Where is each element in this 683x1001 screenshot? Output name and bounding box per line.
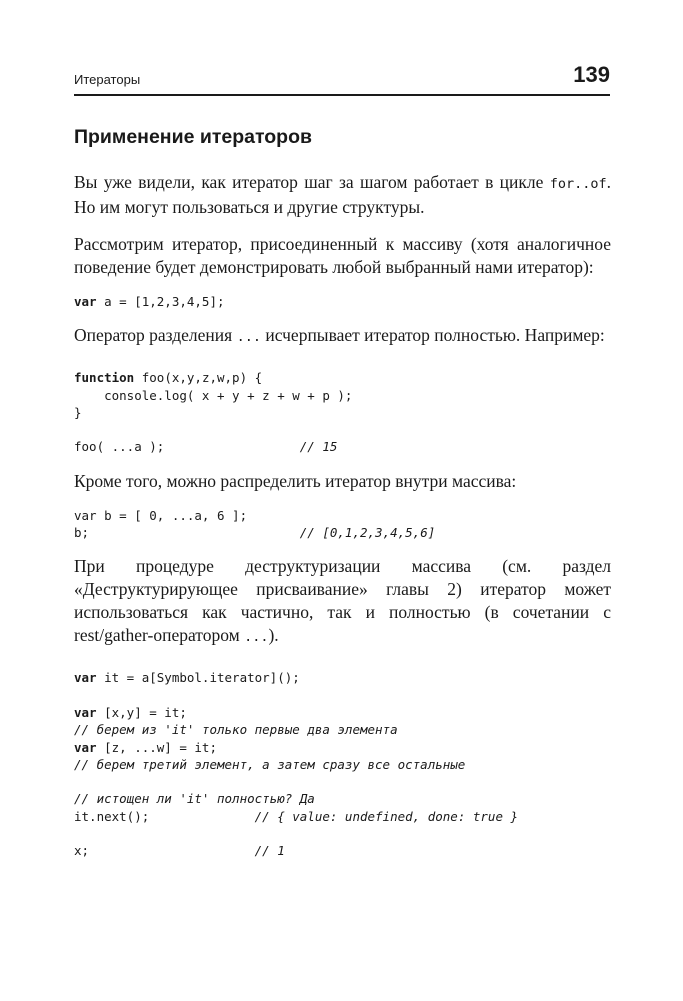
code-keyword: var [74,704,97,720]
code-text: it = a[Symbol.iterator](); [96,670,300,686]
code-keyword: function [74,370,135,386]
code-comment: // 15 [299,439,338,455]
p1-inline-code: for..of [549,176,607,192]
paragraph-5 [74,555,611,649]
code-text: it.next(); [74,808,255,824]
p1-end: . Но им могут пользоваться и другие структуры. [74,172,611,217]
code-text: } [74,404,82,420]
paragraph-4: Кроме того, можно распределить итератор внутри массива: [74,470,517,491]
p3-inline-code: ... [236,329,261,346]
code-text: foo( ...a ); [74,439,300,455]
header-rule [74,94,610,96]
code-comment: // [0,1,2,3,4,5,6] [299,525,436,541]
p3-text: Оператор разделения [74,325,237,346]
code-comment: // берем третий элемент, а затем сразу все остальные [74,756,466,772]
paragraph-2: Рассмотрим итератор, присоединенный к массиву (хотя аналогичное поведение будет демонстрировать любой выбранный нами итератор): [74,234,611,277]
code-text: a = [1,2,3,4,5]; [96,294,225,309]
code-keyword: var [74,294,97,309]
code-block-2 [74,369,611,455]
code-block-1 [74,293,611,310]
paragraph-3 [74,324,611,349]
page-number: 139 [573,62,610,87]
section-title: Применение итераторов [74,126,312,148]
code-text: [z, ...w] = it; [96,739,217,755]
code-comment: // 1 [254,843,285,859]
code-text: x; [74,843,255,859]
p1-text: Вы уже видели, как итератор шаг за шагом работает в цикле [74,172,550,192]
p5-text: При процедуре деструктуризации массива (см. раздел «Деструктурирующее присваивание» главы 2) итератор может использоваться как частично, так и полностью (в сочетании с rest/gather-оператором [74,556,611,646]
code-text: var b = [ 0, ...a, 6 ]; [74,507,248,523]
p5-end: ). [268,625,279,646]
code-text: console.log( x + y + z + w + p ); [74,387,353,403]
code-comment: // берем из 'it' только первые два элемента [74,722,398,738]
p3-end: исчерпывает итератор полностью. Например: [260,325,605,346]
code-comment: // { value: undefined, done: true } [254,808,519,824]
code-text: foo(x,y,z,w,p) { [134,370,263,386]
code-text: b; [74,525,300,541]
code-block-4 [74,669,611,859]
page-body [74,126,611,860]
code-comment: // истощен ли 'it' полностью? Да [74,791,315,807]
paragraph-1 [74,171,611,219]
p5-inline-code: ... [244,629,269,646]
code-block-3 [74,507,611,542]
page-header [74,62,610,96]
code-keyword: var [74,670,97,686]
code-keyword: var [74,739,97,755]
code-text: [x,y] = it; [96,704,187,720]
running-head: Итераторы [74,72,141,87]
